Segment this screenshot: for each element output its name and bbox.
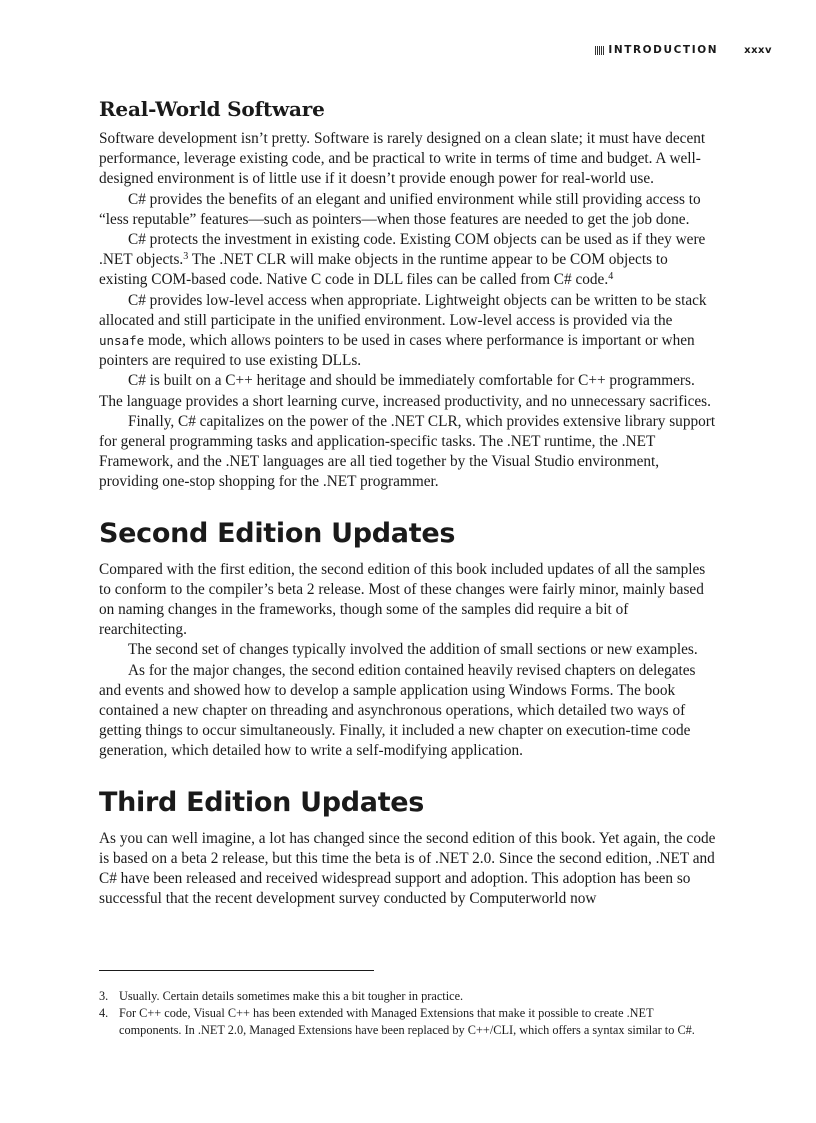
footnote-text: For C++ code, Visual C++ has been extended with Managed Extensions that make it possible to create .NET components. In .NET 2.0, Managed Extensions have been replaced by C++/CLI, which offers a syntax similar to C#.: [119, 1006, 695, 1037]
paragraph-text: C# provides low-level access when appropriate. Lightweight objects can be written to be stack allocated and still participate in the unified environment. Low-level access is provided via the: [99, 291, 707, 329]
paragraph: C# is built on a C++ heritage and should be immediately comfortable for C++ programmers. The language provides a short learning curve, increased productivity, and no unnecessary sacrifices.: [99, 372, 711, 410]
paragraph: [99, 230, 717, 291]
paragraph: [99, 291, 717, 372]
section-third-edition-updates: [99, 786, 717, 910]
inline-code: unsafe: [99, 333, 145, 349]
paragraph: C# provides the benefits of an elegant and unified environment while still providing access to “less reputable” features—such as pointers—when those features are needed to get the job done.: [99, 190, 701, 228]
footnote-ref-4[interactable]: 4: [608, 271, 614, 283]
section-second-edition-updates: [99, 517, 717, 762]
footnote-item: [99, 1005, 699, 1039]
footnotes: [99, 988, 699, 1039]
heading-second-edition-updates: Second Edition Updates: [99, 517, 456, 549]
paragraph-text: mode, which allows pointers to be used in cases where performance is important or when pointers are required to use existing DLLs.: [99, 332, 695, 370]
footnote-divider: [99, 970, 374, 971]
running-head: [595, 44, 772, 56]
paragraph-text: C# protects the investment in existing code. Existing COM objects can be used as if they were .NET objects.: [99, 231, 706, 269]
paragraph: As for the major changes, the second edition contained heavily revised chapters on delegates and events and showed how to develop a sample application using Windows Forms. The book contained a new chapter on threading and asynchronous operations, which detailed two ways of getting things to occur simultaneously. Finally, it included a new chapter on execution-time code generation, which detailed how to write a self-modifying application.: [99, 661, 696, 760]
section-marker-icon: [595, 46, 605, 55]
heading-third-edition-updates: Third Edition Updates: [99, 786, 425, 818]
running-head-section: INTRODUCTION: [608, 44, 719, 56]
paragraph: Software development isn’t pretty. Software is rarely designed on a clean slate; it must have decent performance, leverage existing code, and be practical to write in terms of time and budget. A well-designed environment is of little use if it doesn’t provide enough power for real-world use.: [99, 130, 706, 188]
page-body: [99, 96, 717, 934]
section-real-world-software: [99, 96, 717, 493]
paragraph: The second set of changes typically involved the addition of small sections or new examples.: [128, 641, 698, 659]
footnote-number: 3.: [99, 989, 109, 1003]
paragraph: Finally, C# capitalizes on the power of the .NET CLR, which provides extensive library support for general programming tasks and application-specific tasks. The .NET runtime, the .NET Framework, and the .NET languages are all tied together by the Visual Studio environment, providing one-stop shopping for the .NET programmer.: [99, 412, 716, 491]
paragraph: Compared with the first edition, the second edition of this book included updates of all the samples to conform to the compiler’s beta 2 release. Most of these changes were fairly minor, mainly based on naming changes in the frameworks, though some of the samples did require a bit of rearchitecting.: [99, 560, 706, 639]
footnote-item: [99, 988, 699, 1005]
footnote-text: Usually. Certain details sometimes make this a bit tougher in practice.: [119, 989, 464, 1003]
paragraph: As you can well imagine, a lot has changed since the second edition of this book. Yet again, the code is based on a beta 2 release, but this time the beta is of .NET 2.0. Since the second edition, .NET and C# have been released and received widespread support and adoption. This adoption has been so successful that the recent development survey conducted by Computerworld now: [99, 829, 716, 908]
page-number: xxxv: [744, 44, 772, 56]
footnote-number: 4.: [99, 1006, 109, 1020]
footnote-ref-3[interactable]: 3: [183, 251, 189, 263]
paragraph-text: The .NET CLR will make objects in the runtime appear to be COM objects to existing COM-based code. Native C code in DLL files can be called from C# code.: [99, 251, 668, 289]
heading-real-world-software: Real-World Software: [99, 97, 325, 121]
